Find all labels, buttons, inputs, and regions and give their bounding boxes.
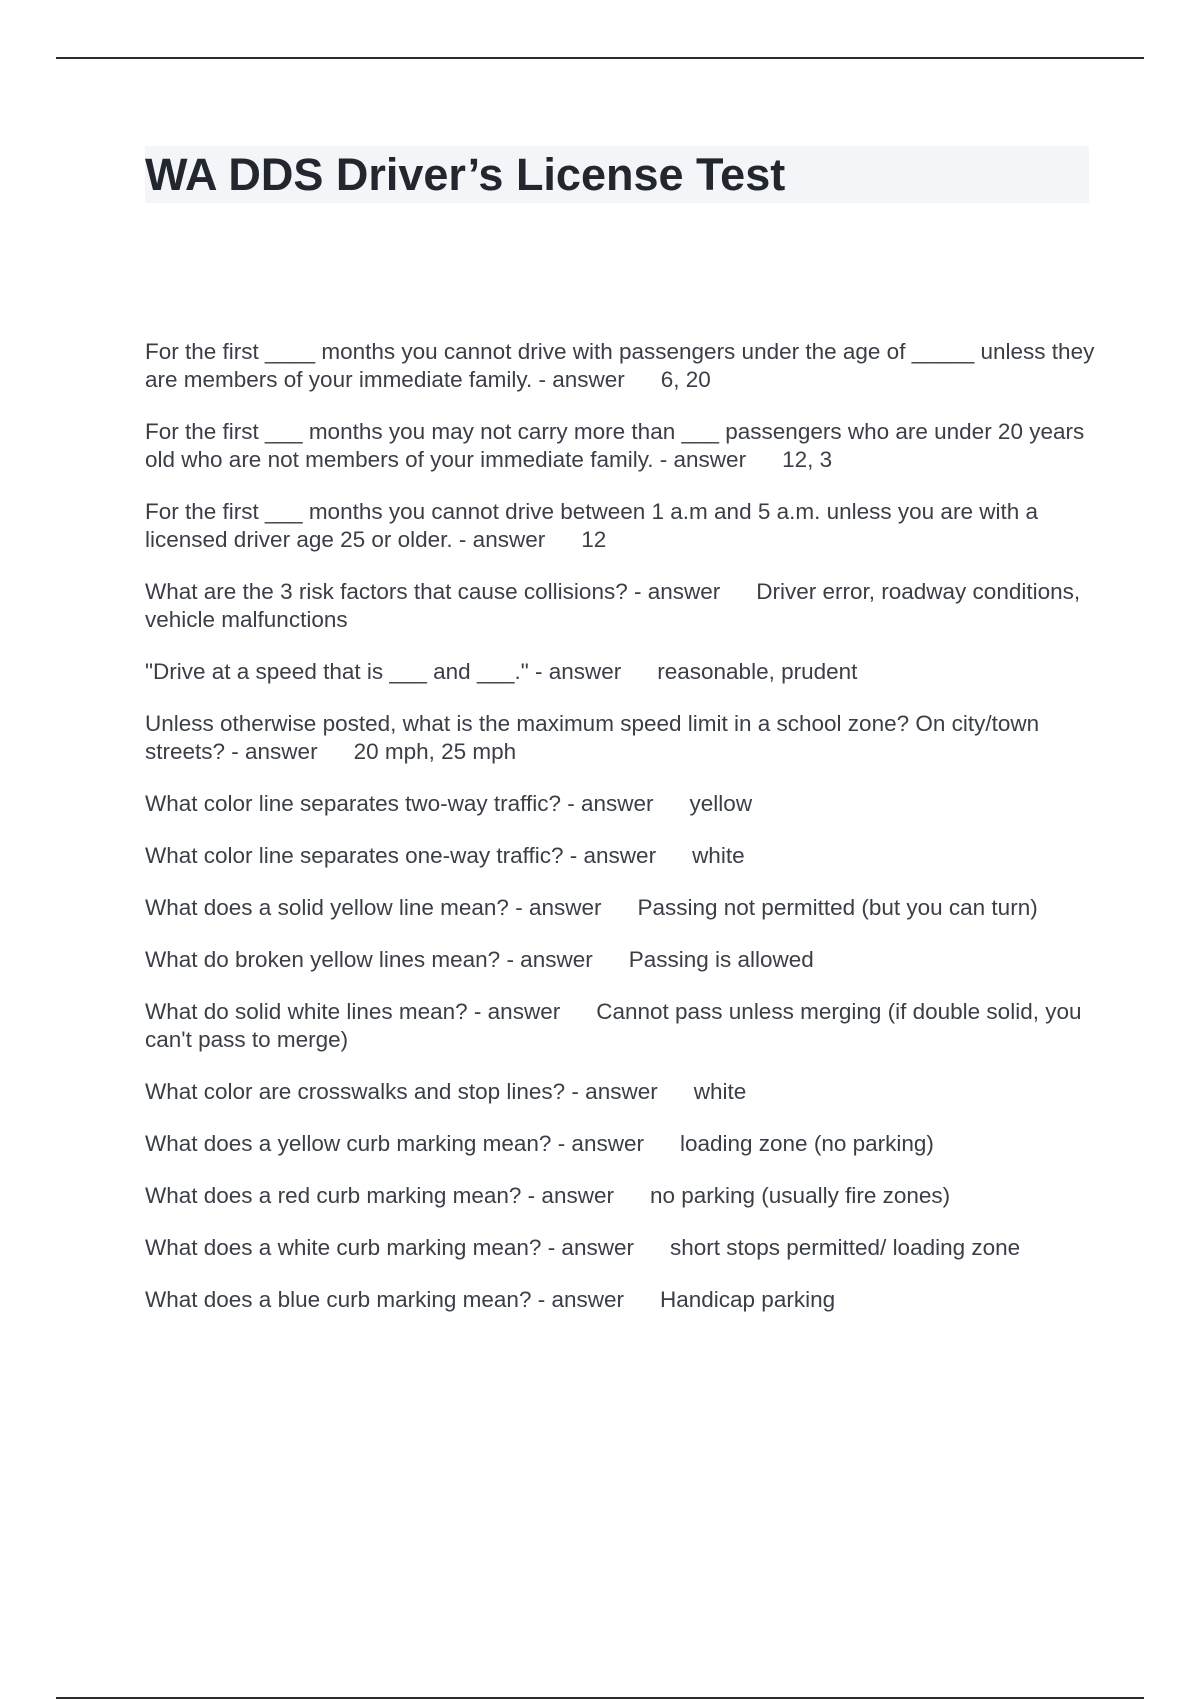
question-text: What color line separates two-way traffic? - answer (145, 791, 654, 816)
question-text: What does a white curb marking mean? - answer (145, 1235, 634, 1260)
list-item (145, 790, 1095, 818)
bottom-divider (56, 1697, 1144, 1699)
list-item (145, 998, 1095, 1054)
answer-text: Passing is allowed (628, 947, 814, 972)
list-item (145, 338, 1095, 394)
list-item (145, 894, 1095, 922)
list-item (145, 578, 1095, 634)
answer-text: no parking (usually fire zones) (649, 1183, 951, 1208)
question-text: What do solid white lines mean? - answer (145, 999, 561, 1024)
answer-text: white (692, 843, 745, 868)
question-text: For the first ___ months you cannot drive between 1 a.m and 5 a.m. unless you are with a licensed driver age 25 or older. - answer (145, 499, 1038, 552)
top-divider (56, 57, 1144, 59)
answer-text: Handicap parking (659, 1287, 836, 1312)
page-title: WA DDS Driver’s License Test (145, 149, 786, 200)
question-list (145, 338, 1095, 1338)
answer-text: 12 (581, 527, 607, 552)
list-item (145, 946, 1095, 974)
question-text: For the first ___ months you may not carry more than ___ passengers who are under 20 years old who are not members of your immediate family. - answer (145, 419, 1085, 472)
answer-text: short stops permitted/ loading zone (669, 1235, 1021, 1260)
question-text: What color line separates one-way traffic? - answer (145, 843, 657, 868)
question-text: What are the 3 risk factors that cause collisions? - answer (145, 579, 721, 604)
question-text: What color are crosswalks and stop lines? - answer (145, 1079, 658, 1104)
answer-text: Driver error, roadway conditions, vehicle malfunctions (145, 579, 1081, 632)
question-text: What do broken yellow lines mean? - answer (145, 947, 593, 972)
list-item (145, 710, 1095, 766)
answer-text: 12, 3 (782, 447, 833, 472)
question-text: "Drive at a speed that is ___ and ___." - answer (145, 659, 622, 684)
answer-text: yellow (689, 791, 753, 816)
question-text: What does a blue curb marking mean? - answer (145, 1287, 624, 1312)
list-item (145, 1286, 1095, 1314)
answer-text: Passing not permitted (but you can turn) (637, 895, 1038, 920)
answer-text: white (693, 1079, 747, 1104)
list-item (145, 1130, 1095, 1158)
answer-text: reasonable, prudent (657, 659, 858, 684)
question-text: What does a solid yellow line mean? - answer (145, 895, 602, 920)
answer-text: Cannot pass unless merging (if double solid, you can't pass to merge) (145, 999, 1082, 1052)
list-item (145, 498, 1095, 554)
list-item (145, 1078, 1095, 1106)
list-item (145, 658, 1095, 686)
answer-text: 20 mph, 25 mph (353, 739, 517, 764)
answer-text: 6, 20 (660, 367, 711, 392)
list-item (145, 418, 1095, 474)
question-text: Unless otherwise posted, what is the maximum speed limit in a school zone? On city/town streets? - answer (145, 711, 1040, 764)
question-text: What does a yellow curb marking mean? - answer (145, 1131, 644, 1156)
list-item (145, 842, 1095, 870)
list-item (145, 1234, 1095, 1262)
answer-text: loading zone (no parking) (679, 1131, 934, 1156)
question-text: For the first ____ months you cannot drive with passengers under the age of _____ unless they are members of your immediate family. - answer (145, 339, 1095, 392)
question-text: What does a red curb marking mean? - answer (145, 1183, 614, 1208)
list-item (145, 1182, 1095, 1210)
